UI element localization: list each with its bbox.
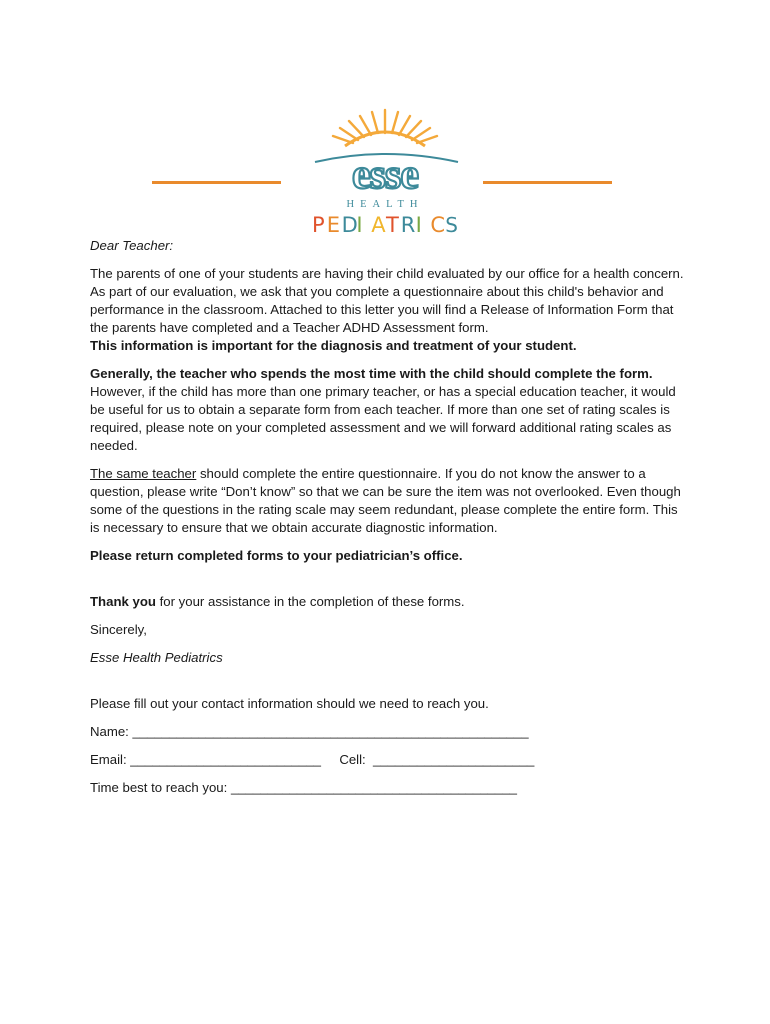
name-field[interactable]: Name: ______________________________________________________ — [90, 724, 529, 739]
letter-body — [90, 237, 690, 807]
salutation: Dear Teacher: — [90, 238, 174, 253]
return-instructions: Please return completed forms to your pediatrician’s office. — [90, 548, 463, 563]
closing: Sincerely, — [90, 622, 147, 637]
orange-rule-left — [152, 181, 281, 184]
email-cell-field[interactable]: Email: __________________________ Cell: ______________________ — [90, 752, 535, 767]
signature: Esse Health Pediatrics — [90, 650, 223, 665]
logo-letter: I — [356, 213, 363, 236]
logo-letter: P — [312, 213, 325, 236]
contact-prompt: Please fill out your contact information should we need to reach you. — [90, 696, 489, 711]
logo-letter: E — [326, 213, 341, 236]
logo-health: HEALTH — [346, 199, 424, 210]
logo-pediatrics — [312, 213, 458, 236]
paragraph-2-emphasis: Generally, the teacher who spends the most time with the child should complete the form. — [90, 366, 653, 381]
paragraph-1: The parents of one of your students are having their child evaluated by our office for a health concern. As part of our evaluation, we ask that you complete a questionnaire about this child's behavior and performance in the classroom. Attached to this letter you will find a Release of Information Form that the parents have completed and a Teacher ADHD Assessment form. This information is important for the diagnosis and treatment of your student. — [90, 266, 684, 353]
paragraph-3: The same teacher should complete the entire questionnaire. If you do not know the answer to a question, please write “Don’t know” so that we can be sure the item was not overlooked. Even though some of the questions in the rating scale may seem redundant, please complete the entire form. This is necessary to ensure that we obtain accurate diagnostic information. — [90, 466, 681, 535]
logo-letter: S — [445, 213, 458, 236]
logo-letter: C — [430, 213, 446, 236]
thank-you: Thank you for your assistance in the completion of these forms. — [90, 594, 465, 609]
logo-letter: T — [386, 213, 399, 236]
esse-health-pediatrics-logo — [300, 106, 470, 236]
paragraph-3-underline: The same teacher — [90, 466, 197, 481]
paragraph-1-emphasis: This information is important for the diagnosis and treatment of your student. — [90, 338, 577, 353]
logo-letter: D — [341, 213, 358, 236]
paragraph-2: Generally, the teacher who spends the most time with the child should complete the form. However, if the child has more than one primary teacher, or has a special education teacher, it would be useful for us to obtain a separate form from each teacher. If more than one set of rating scales is required, please note on your completed assessment and we will forward additional rating scales as needed. — [90, 366, 676, 453]
time-field[interactable]: Time best to reach you: _______________________________________ — [90, 780, 518, 795]
logo-brand: esse — [352, 152, 418, 198]
logo-letter: A — [371, 213, 386, 236]
sun-icon — [333, 110, 437, 146]
logo-letter: I — [415, 213, 422, 236]
logo-letter: R — [400, 213, 416, 236]
orange-rule-right — [483, 181, 612, 184]
